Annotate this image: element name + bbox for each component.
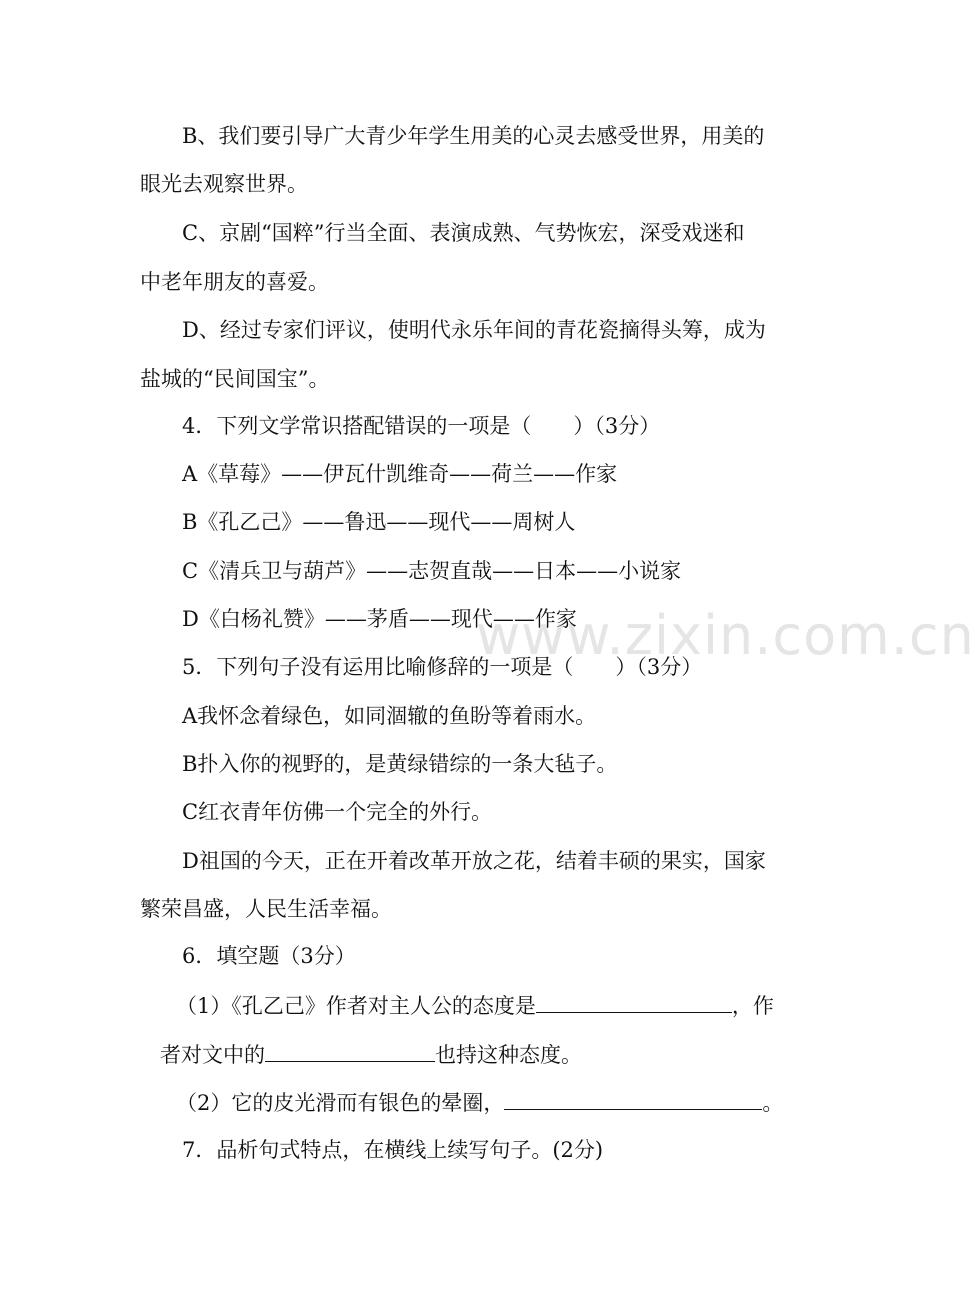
q5-option-b: B扑入你的视野的，是黄绿错综的一条大毡子。: [182, 752, 618, 776]
q4-option-d: D《白杨礼赞》——茅盾——现代——作家: [182, 607, 577, 631]
q5-option-d-line2: 繁荣昌盛，人民生活幸福。: [140, 897, 392, 921]
q6-item1-text-b: ，作: [731, 994, 774, 1018]
q4-option-a: A《草莓》——伊瓦什凯维奇——荷兰——作家: [182, 462, 618, 486]
q5-option-a: A我怀念着绿色，如同涸辙的鱼盼等着雨水。: [182, 704, 597, 728]
q3-option-c-line1: C、京剧“国粹”行当全面、表演成熟、气势恢宏，深受戏迷和: [182, 221, 745, 245]
q3-option-d-line1: D、经过专家们评议，使明代永乐年间的青花瓷摘得头筹，成为: [182, 318, 766, 342]
q6-blank-2[interactable]: [265, 1039, 435, 1062]
q7-stem: 7．品析句式特点，在横线上续写句子。(2分): [182, 1138, 604, 1162]
q6-item2-line: [176, 1087, 783, 1117]
q6-item1-line1: [176, 990, 774, 1020]
q3-option-b-line1: B、我们要引导广大青少年学生用美的心灵去感受世界，用美的: [182, 124, 765, 148]
q6-item1-text-a: （1）《孔乙己》作者对主人公的态度是: [176, 994, 536, 1018]
q4-option-b: B《孔乙己》——鲁迅——现代——周树人: [182, 510, 576, 534]
q6-blank-1[interactable]: [536, 990, 732, 1013]
site-watermark: www.zixin.com.cn: [476, 604, 975, 667]
q3-option-d-line2: 盐城的“民间国宝”。: [140, 367, 330, 391]
q6-item1-text-d: 也持这种态度。: [435, 1043, 582, 1067]
q5-option-d-line1: D祖国的今天，正在开着改革开放之花，结着丰硕的果实，国家: [182, 849, 766, 873]
q3-option-b-line2: 眼光去观察世界。: [140, 172, 308, 196]
q5-stem: 5．下列句子没有运用比喻修辞的一项是（ ）（3分）: [182, 655, 703, 679]
q6-item2-text-a: （2）它的皮光滑而有银色的晕圈，: [176, 1091, 505, 1115]
q6-item2-text-b: 。: [762, 1091, 784, 1115]
q4-stem: 4．下列文学常识搭配错误的一项是（ ）（3分）: [182, 414, 661, 438]
q6-blank-3[interactable]: [504, 1087, 762, 1110]
q6-stem: 6．填空题（3分）: [182, 944, 356, 968]
q4-option-c: C《清兵卫与葫芦》——志贺直哉——日本——小说家: [182, 559, 682, 583]
q6-item1-line2: [160, 1039, 582, 1069]
q6-item1-text-c: 者对文中的: [160, 1043, 265, 1067]
q3-option-c-line2: 中老年朋友的喜爱。: [140, 270, 329, 294]
q5-option-c: C红衣青年仿佛一个完全的外行。: [182, 800, 493, 824]
